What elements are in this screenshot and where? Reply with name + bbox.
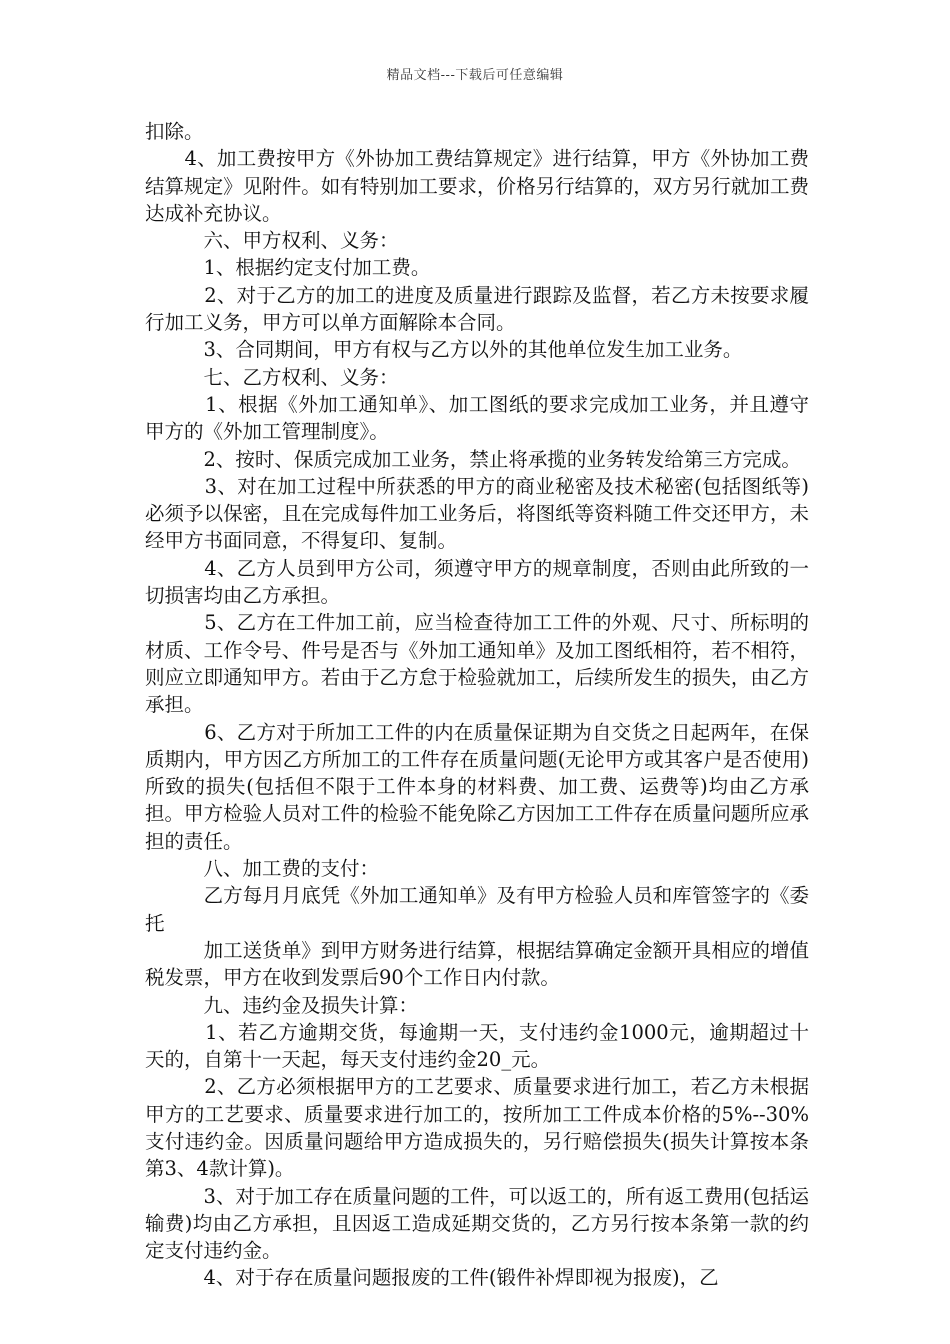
paragraph: 2、按时、保质完成加工业务，禁止将承揽的业务转发给第三方完成。 — [145, 447, 801, 471]
paragraph: 3、对在加工过程中所获悉的甲方的商业秘密及技术秘密(包括图纸等)必须予以保密，且在完成每件加工业务后，将图纸等资料随工件交还甲方，未经甲方书面同意，不得复印、复制。 — [145, 474, 809, 553]
paragraph: 3、对于加工存在质量问题的工件，可以返工的，所有返工费用(包括运输费)均由乙方承担，且因返工造成延期交货的，乙方另行按本条第一款的约定支付违约金。 — [145, 1184, 809, 1263]
paragraph: 4、对于存在质量问题报废的工件(锻件补焊即视为报废)，乙 — [145, 1266, 719, 1290]
section-heading: 九、违约金及损失计算： — [145, 993, 419, 1017]
paragraph: 1、若乙方逾期交货，每逾期一天，支付违约金1000元，逾期超过十天的，自第十一天起，每天支付违约金20_元。 — [145, 1020, 809, 1072]
paragraph: 4、加工费按甲方《外协加工费结算规定》进行结算，甲方《外协加工费结算规定》见附件。如有特别加工要求，价格另行结算的，双方另行就加工费达成补充协议。 — [145, 147, 809, 225]
paragraph: 1、根据《外加工通知单》、加工图纸的要求完成加工业务，并且遵守甲方的《外加工管理制度》。 — [145, 392, 809, 444]
paragraph: 6、乙方对于所加工工件的内在质量保证期为自交货之日起两年，在保质期内，甲方因乙方所加工的工件存在质量问题(无论甲方或其客户是否使用)所致的损失(包括但不限于工件本身的材料费、加工费、运费等)均由乙方承担。甲方检验人员对工件的检验不能免除乙方因加工工件存在质量问题所应承担的责任。 — [145, 720, 809, 853]
paragraph: 4、乙方人员到甲方公司，须遵守甲方的规章制度，否则由此所致的一切损害均由乙方承担。 — [145, 556, 809, 608]
paragraph: 扣除。 — [145, 120, 204, 143]
section-heading: 八、加工费的支付： — [145, 857, 380, 881]
paragraph: 乙方每月月底凭《外加工通知单》及有甲方检验人员和库管签字的《委托 — [145, 884, 809, 935]
paragraph: 5、乙方在工件加工前，应当检查待加工工件的外观、尺寸、所标明的材质、工作令号、件号是否与《外加工通知单》及加工图纸相符，若不相符，则应立即通知甲方。若由于乙方怠于检验就加工，后续所发生的损失，由乙方承担。 — [145, 611, 809, 717]
paragraph: 1、根据约定支付加工费。 — [145, 256, 431, 280]
document-body — [145, 118, 809, 1292]
paragraph: 加工送货单》到甲方财务进行结算，根据结算确定金额开具相应的增值税发票，甲方在收到发票后90个工作日内付款。 — [145, 938, 809, 990]
paragraph: 2、对于乙方的加工的进度及质量进行跟踪及监督，若乙方未按要求履行加工义务，甲方可以单方面解除本合同。 — [145, 283, 809, 335]
paragraph: 2、乙方必须根据甲方的工艺要求、质量要求进行加工，若乙方未根据甲方的工艺要求、质量要求进行加工的，按所加工工件成本价格的5%--30%支付违约金。因质量问题给甲方造成损失的，另行赔偿损失(损失计算按本条第3、4款计算)。 — [145, 1075, 809, 1181]
section-heading: 六、甲方权利、义务： — [145, 229, 399, 253]
section-heading: 七、乙方权利、义务： — [145, 365, 399, 389]
page-header: 精品文档---下载后可任意编辑 — [386, 68, 564, 83]
paragraph: 3、合同期间，甲方有权与乙方以外的其他单位发生加工业务。 — [145, 338, 743, 362]
